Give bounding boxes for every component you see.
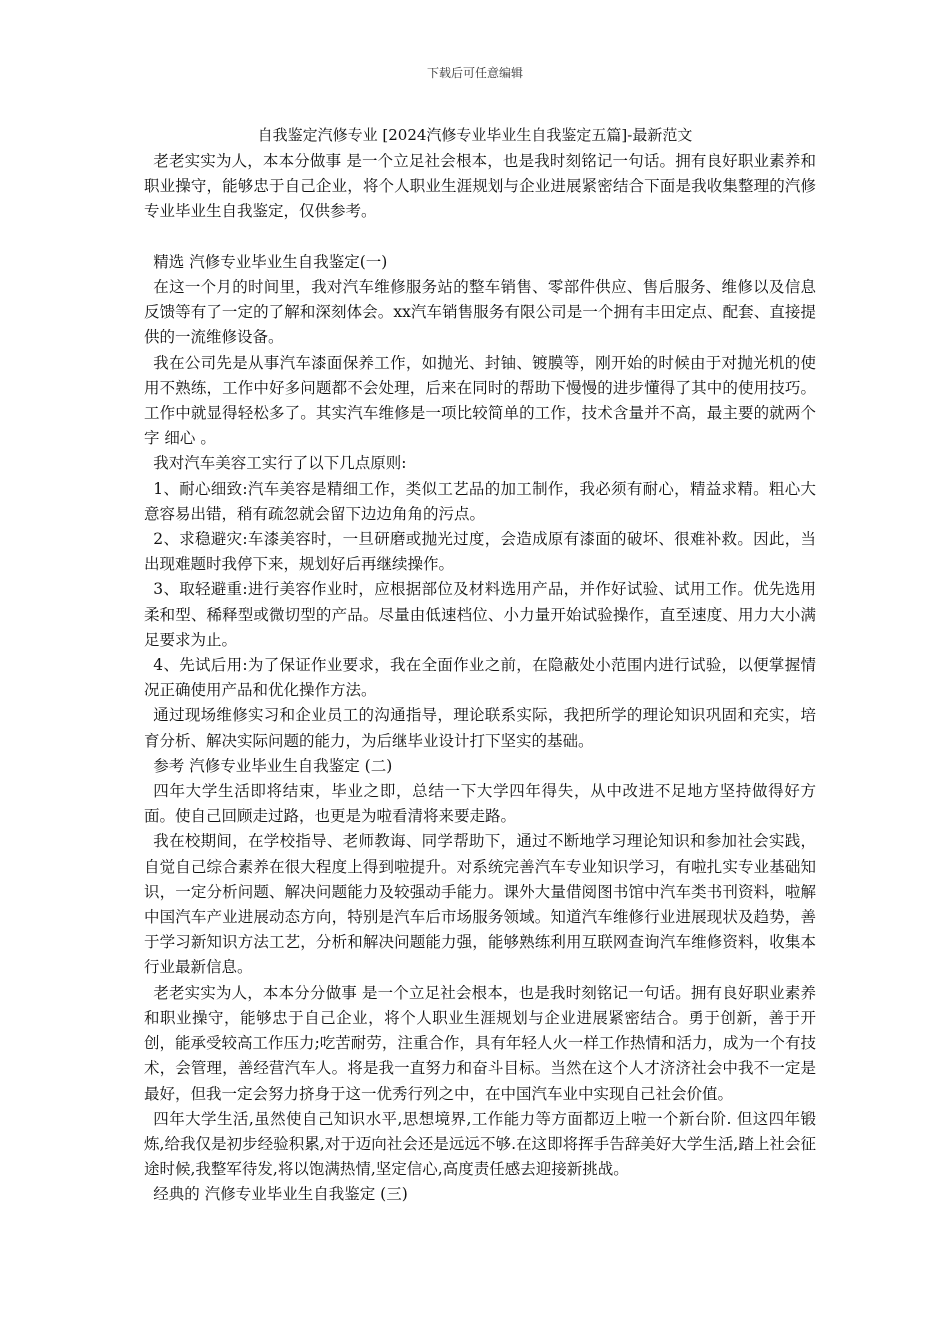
document-body [144,149,816,1208]
paragraph: 老老实实为人，本本分分做事 是一个立足社会根本，也是我时刻铭记一句话。拥有良好职业素养和职业操守，能够忠于自己企业，将个人职业生涯规划与企业进展紧密结合。勇于创新，善于开创，能承受较高工作压力;吃苦耐劳，注重合作，具有年轻人火一样工作热情和活力，成为一个有技术，会管理，善经营汽车人。将是我一直努力和奋斗目标。当然在这个人才济济社会中我不一定是最好，但我一定会努力挤身于这一优秀行列之中，在中国汽车业中实现自己社会价值。 [144,983,816,1103]
list-item: 3、取轻避重:进行美容作业时，应根据部位及材料选用产品，并作好试验、试用工作。优先选用柔和型、稀释型或微切型的产品。尽量由低速档位、小力量开始试验操作，直至速度、用力大小满足要求为止。 [144,580,816,649]
paragraph: 四年大学生活即将结束，毕业之即，总结一下大学四年得失，从中改进不足地方坚持做得好方面。使自己回顾走过路，也更是为啦看清将来要走路。 [144,782,816,826]
paragraph: 我在校期间，在学校指导、老师教诲、同学帮助下，通过不断地学习理论知识和参加社会实践，自觉自己综合素养在很大程度上得到啦提升。对系统完善汽车专业知识学习，有啦扎实专业基础知识，一定分析问题、解决问题能力及较强动手能力。课外大量借阅图书馆中汽车类书刊资料，啦解中国汽车产业进展动态方向，特别是汽车后市场服务领域。知道汽车维修行业进展现状及趋势，善于学习新知识方法工艺，分析和解决问题能力强，能够熟练利用互联网查询汽车维修资料，收集本行业最新信息。 [144,832,816,977]
list-item: 1、耐心细致:汽车美容是精细工作，类似工艺品的加工制作，我必须有耐心，精益求精。粗心大意容易出错，稍有疏忽就会留下边边角角的污点。 [144,479,816,523]
paragraph: 通过现场维修实习和企业员工的沟通指导，理论联系实际，我把所学的理论知识巩固和充实，培育分析、解决实际问题的能力，为后继毕业设计打下坚实的基础。 [144,706,816,750]
blank-line [144,225,816,250]
paragraph: 我在公司先是从事汽车漆面保养工作，如抛光、封铀、镀膜等，刚开始的时候由于对抛光机的使用不熟练，工作中好多问题都不会处理，后来在同时的帮助下慢慢的进步懂得了其中的使用技巧。工作中就显得轻松多了。其实汽车维修是一项比较简单的工作，技术含量并不高，最主要的就两个字 细心 。 [144,353,816,448]
list-item: 2、求稳避灾:车漆美容时，一旦研磨或抛光过度，会造成原有漆面的破坏、很难补救。因此，当出现难题时我停下来，规划好后再继续操作。 [144,530,816,574]
document-title: 自我鉴定汽修专业 [2024汽修专业毕业生自我鉴定五篇]-最新范文 [257,126,693,144]
section-3-heading: 经典的 汽修专业毕业生自我鉴定 (三) [153,1185,408,1204]
paragraph: 四年大学生活,虽然使自己知识水平,思想境界,工作能力等方面都迈上啦一个新台阶. 但这四年锻炼,给我仅是初步经验积累,对于迈向社会还是远远不够.在这即将挥手告辞美好大学生活,踏上社会征途时候,我整军待发,将以饱满热情,坚定信心,高度责任感去迎接新挑战。 [144,1109,816,1179]
page-header: 下载后可任意编辑 [426,66,523,80]
section-1-heading: 精选 汽修专业毕业生自我鉴定(一) [153,252,388,271]
paragraph: 我对汽车美容工实行了以下几点原则: [153,454,407,473]
paragraph: 在这一个月的时间里，我对汽车维修服务站的整车销售、零部件供应、售后服务、维修以及信息反馈等有了一定的了解和深刻体会。xx汽车销售服务有限公司是一个拥有丰田定点、配套、直接提供的一流维修设备。 [144,278,816,347]
intro-paragraph: 老老实实为人，本本分做事 是一个立足社会根本，也是我时刻铭记一句话。拥有良好职业素养和职业操守，能够忠于自己企业，将个人职业生涯规划与企业进展紧密结合下面是我收集整理的汽修专业毕业生自我鉴定，仅供参考。 [144,152,816,221]
list-item: 4、先试后用:为了保证作业要求，我在全面作业之前，在隐蔽处小范围内进行试验，以便掌握情况正确使用产品和优化操作方法。 [144,656,816,700]
section-2-heading: 参考 汽修专业毕业生自我鉴定 (二) [153,756,393,775]
